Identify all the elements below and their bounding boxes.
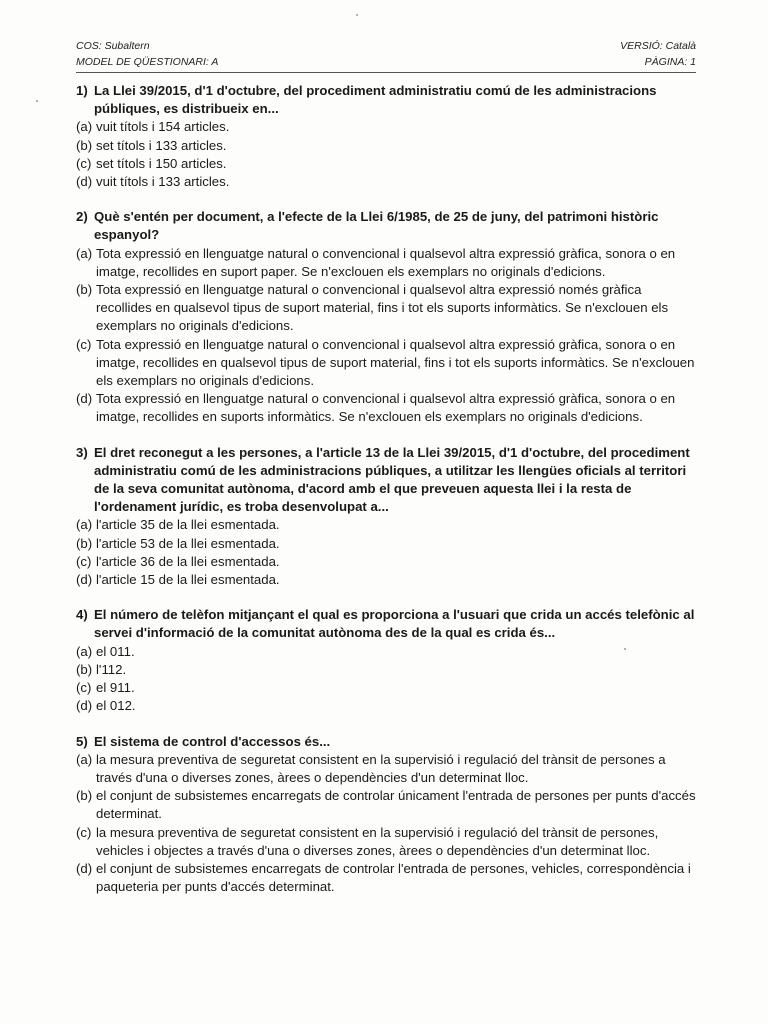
question-text: El sistema de control d'accessos és... xyxy=(94,733,331,749)
questionnaire xyxy=(76,82,700,913)
option-letter: (c) xyxy=(76,680,92,696)
option-letter: (a) xyxy=(76,643,93,659)
option-text: el 012. xyxy=(96,698,136,714)
option-text: el 911. xyxy=(96,680,135,696)
option-letter: (a) xyxy=(76,119,93,135)
question-2-option-a xyxy=(76,245,700,281)
option-letter: (b) xyxy=(76,788,93,804)
option-letter: (c) xyxy=(76,553,92,569)
question-5-option-b xyxy=(76,787,700,823)
question-5-option-c xyxy=(76,824,700,860)
question-number: 4) xyxy=(76,607,88,623)
question-2-option-c xyxy=(76,336,700,391)
question-4 xyxy=(76,606,700,715)
question-text: La Llei 39/2015, d'1 d'octubre, del procediment administratiu comú de les administracions públiques, es distribueix en... xyxy=(94,83,657,117)
question-1-option-d xyxy=(76,173,700,191)
option-letter: (d) xyxy=(76,572,93,588)
header-divider xyxy=(76,72,696,73)
question-3-title xyxy=(76,444,700,517)
option-letter: (a) xyxy=(76,517,93,533)
option-letter: (a) xyxy=(76,245,93,261)
option-text: l'article 53 de la llei esmentada. xyxy=(96,535,280,551)
header-row-top xyxy=(76,38,696,54)
option-text: vuit títols i 154 articles. xyxy=(96,119,230,135)
option-letter: (a) xyxy=(76,751,93,767)
option-text: l'article 15 de la llei esmentada. xyxy=(96,572,280,588)
option-text: Tota expressió en llenguatge natural o convencional i qualsevol altra expressió només gràfica recollides en qualsevol tipus de suport material, fins i tot els suports informàtics. Se n'exclouen els exemplars no originals d'edicions. xyxy=(96,282,669,334)
option-letter: (b) xyxy=(76,282,93,298)
scan-speck xyxy=(624,648,626,650)
question-5-option-a xyxy=(76,751,700,787)
option-text: set títols i 150 articles. xyxy=(96,155,227,171)
question-5-option-d xyxy=(76,860,700,896)
question-4-title xyxy=(76,606,700,642)
header-versio: VERSIÓ: Català xyxy=(620,40,696,52)
question-3-option-d xyxy=(76,571,700,589)
option-letter: (d) xyxy=(76,860,93,876)
question-1-option-b xyxy=(76,137,700,155)
option-letter: (c) xyxy=(76,824,92,840)
scan-speck xyxy=(36,100,38,102)
option-text: Tota expressió en llenguatge natural o convencional i qualsevol altra expressió gràfica, sonora o en imatge, recollides en suports informàtics. Se n'exclouen els exemplars no originals d'edicions. xyxy=(96,391,676,425)
option-text: l'112. xyxy=(96,661,127,677)
question-1-option-c xyxy=(76,155,700,173)
option-text: vuit títols i 133 articles. xyxy=(96,174,230,190)
option-letter: (c) xyxy=(76,155,92,171)
option-text: el 011. xyxy=(96,643,135,659)
option-letter: (b) xyxy=(76,661,93,677)
option-text: Tota expressió en llenguatge natural o convencional i qualsevol altra expressió gràfica, sonora o en imatge, recollides en qualsevol tipus de suport material, fins i tot els suports informàtics. Se n'exclouen els exemplars no originals d'edicions. xyxy=(96,336,695,389)
question-4-option-a xyxy=(76,643,700,661)
option-letter: (b) xyxy=(76,535,93,551)
header-model: MODEL DE QÜESTIONARI: A xyxy=(76,56,219,68)
question-text: El número de telèfon mitjançant el qual es proporciona a l'usuari que crida un accés telefònic al servei d'informació de la comunitat autònoma des de la qual es crida és... xyxy=(94,607,695,641)
option-letter: (c) xyxy=(76,336,92,352)
header-cos: COS: Subaltern xyxy=(76,40,150,52)
question-5 xyxy=(76,733,700,897)
question-number: 1) xyxy=(76,83,88,98)
question-5-title xyxy=(76,733,700,751)
question-number: 5) xyxy=(76,733,88,749)
question-1-option-a xyxy=(76,118,700,136)
scan-speck xyxy=(356,14,358,16)
option-letter: (d) xyxy=(76,698,93,714)
option-text: el conjunt de subsistemes encarregats de controlar l'entrada de persones, vehicles, correspondència i paqueteria per punts d'accés determinat. xyxy=(96,860,691,895)
option-letter: (d) xyxy=(76,174,93,190)
question-3-option-c xyxy=(76,553,700,571)
question-2-title xyxy=(76,208,700,244)
question-text: El dret reconegut a les persones, a l'article 13 de la Llei 39/2015, d'1 d'octubre, del procediment administratiu comú de les administracions públiques, a utilitzar les llengües oficials al territori de la seva comunitat autònoma, d'acord amb el que preveuen aquesta llei i la resta de l'ordenament jurídic, es troba desenvolupat a... xyxy=(94,444,690,515)
question-4-option-c xyxy=(76,679,700,697)
header-pagina: PÀGINA: 1 xyxy=(644,56,696,68)
question-number: 2) xyxy=(76,209,88,225)
option-letter: (b) xyxy=(76,137,93,153)
question-2-option-d xyxy=(76,390,700,426)
question-3 xyxy=(76,444,700,590)
question-text: Què s'entén per document, a l'efecte de la Llei 6/1985, de 25 de juny, del patrimoni històric espanyol? xyxy=(94,209,659,243)
question-1-title xyxy=(76,82,700,118)
question-2 xyxy=(76,208,700,426)
question-number: 3) xyxy=(76,444,88,460)
option-text: set títols i 133 articles. xyxy=(96,137,227,153)
option-text: la mesura preventiva de seguretat consistent en la supervisió i regulació del trànsit de persones, vehicles i objectes a través d'una o diverses zones, àrees o dependències d'un determinat lloc. xyxy=(96,824,659,858)
question-3-option-a xyxy=(76,516,700,534)
question-4-option-d xyxy=(76,697,700,715)
question-4-option-b xyxy=(76,661,700,679)
option-letter: (d) xyxy=(76,391,93,407)
option-text: la mesura preventiva de seguretat consistent en la supervisió i regulació del trànsit de persones a través d'una o diverses zones, àrees o dependències d'un determinat lloc. xyxy=(96,751,666,785)
question-2-option-b xyxy=(76,281,700,336)
question-1 xyxy=(76,82,700,191)
page-header xyxy=(76,38,696,73)
option-text: Tota expressió en llenguatge natural o convencional i qualsevol altra expressió gràfica, sonora o en imatge, recollides en suport paper. Se n'exclouen els exemplars no originals d'edicions. xyxy=(96,245,676,279)
option-text: l'article 36 de la llei esmentada. xyxy=(96,553,280,569)
question-3-option-b xyxy=(76,535,700,553)
option-text: l'article 35 de la llei esmentada. xyxy=(96,517,280,533)
header-row-bottom xyxy=(76,54,696,70)
option-text: el conjunt de subsistemes encarregats de controlar únicament l'entrada de persones per punts d'accés determinat. xyxy=(96,788,696,822)
